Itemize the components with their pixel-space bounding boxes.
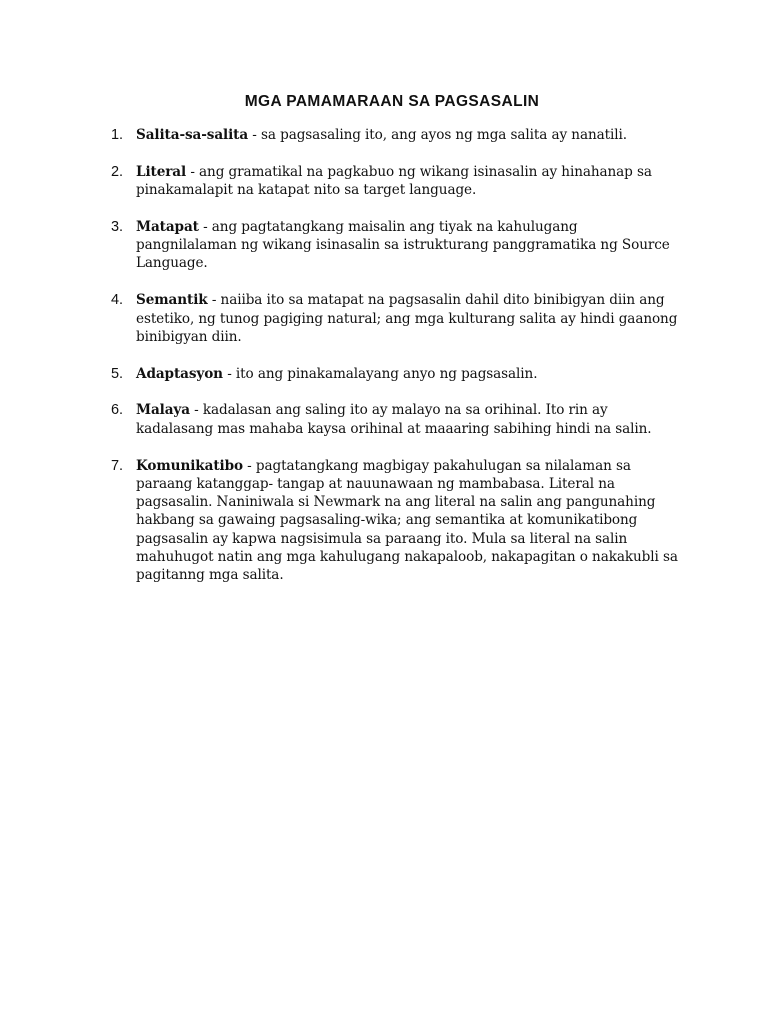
methods-list [111,126,681,603]
item-term: Salita-sa-salita [136,127,249,143]
item-number: 4. [111,292,123,309]
item-number: 6. [111,402,123,419]
item-definition: - naiiba ito sa matapat na pagsasalin dahil dito binibigyan diin ang estetiko, ng tunog pagiging natural; ang mga kulturang salita ay hindi gaanong binibigyan diin. [136,292,678,345]
document-title: MGA PAMAMARAAN SA PAGSASALIN [244,93,540,110]
item-term: Malaya [136,402,190,419]
list-item-1 [111,126,681,144]
item-term: Komunikatibo [136,457,243,474]
item-number: 3. [111,218,123,235]
item-definition: - ito ang pinakamalayang anyo ng pagsasalin. [222,365,538,382]
list-item-4 [111,291,681,346]
item-definition: - ang gramatikal na pagkabuo ng wikang isinasalin ay hinahanap sa pinakamalapit na katapat nito sa target language. [136,163,652,199]
item-definition: - sa pagsasaling ito, ang ayos ng mga salita ay nanatili. [248,127,627,143]
list-item-5 [111,365,681,383]
item-number: 7. [111,457,123,474]
list-item-7 [111,457,681,585]
item-definition: - kadalasan ang saling ito ay malayo na sa orihinal. Ito rin ay kadalasang mas mahaba kaysa orihinal at maaaring sabihing hindi na salin. [136,402,652,437]
item-definition: - pagtatangkang magbigay pakahulugan sa nilalaman sa paraang katanggap- tangap at nauunawaan ng mambabasa. Literal na pagsasalin. Naniniwala si Newmark na ang literal na salin ang pangunahing hakbang sa gawaing pagsasaling-wika; ang semantika at komunikatibong pagsasalin ay kapwa nagsisimula sa paraang ito. Mula sa literal na salin mahuhugot natin ang mga kahulugang nakapaloob, nakapagitan o nakakubli sa pagitanng mga salita. [136,457,678,584]
list-item-2 [111,163,681,200]
list-item-3 [111,218,681,273]
item-definition: - ang pagtatangkang maisalin ang tiyak na kahulugang pangnilalaman ng wikang isinasalin sa istrukturang panggramatika ng Source Language. [136,218,670,272]
item-term: Literal [136,163,187,180]
item-term: Semantik [136,292,208,309]
item-number: 1. [111,127,123,143]
item-number: 5. [111,365,123,382]
item-number: 2. [111,163,123,180]
list-item-6 [111,401,681,438]
item-term: Matapat [136,218,199,235]
item-term: Adaptasyon [136,365,223,382]
